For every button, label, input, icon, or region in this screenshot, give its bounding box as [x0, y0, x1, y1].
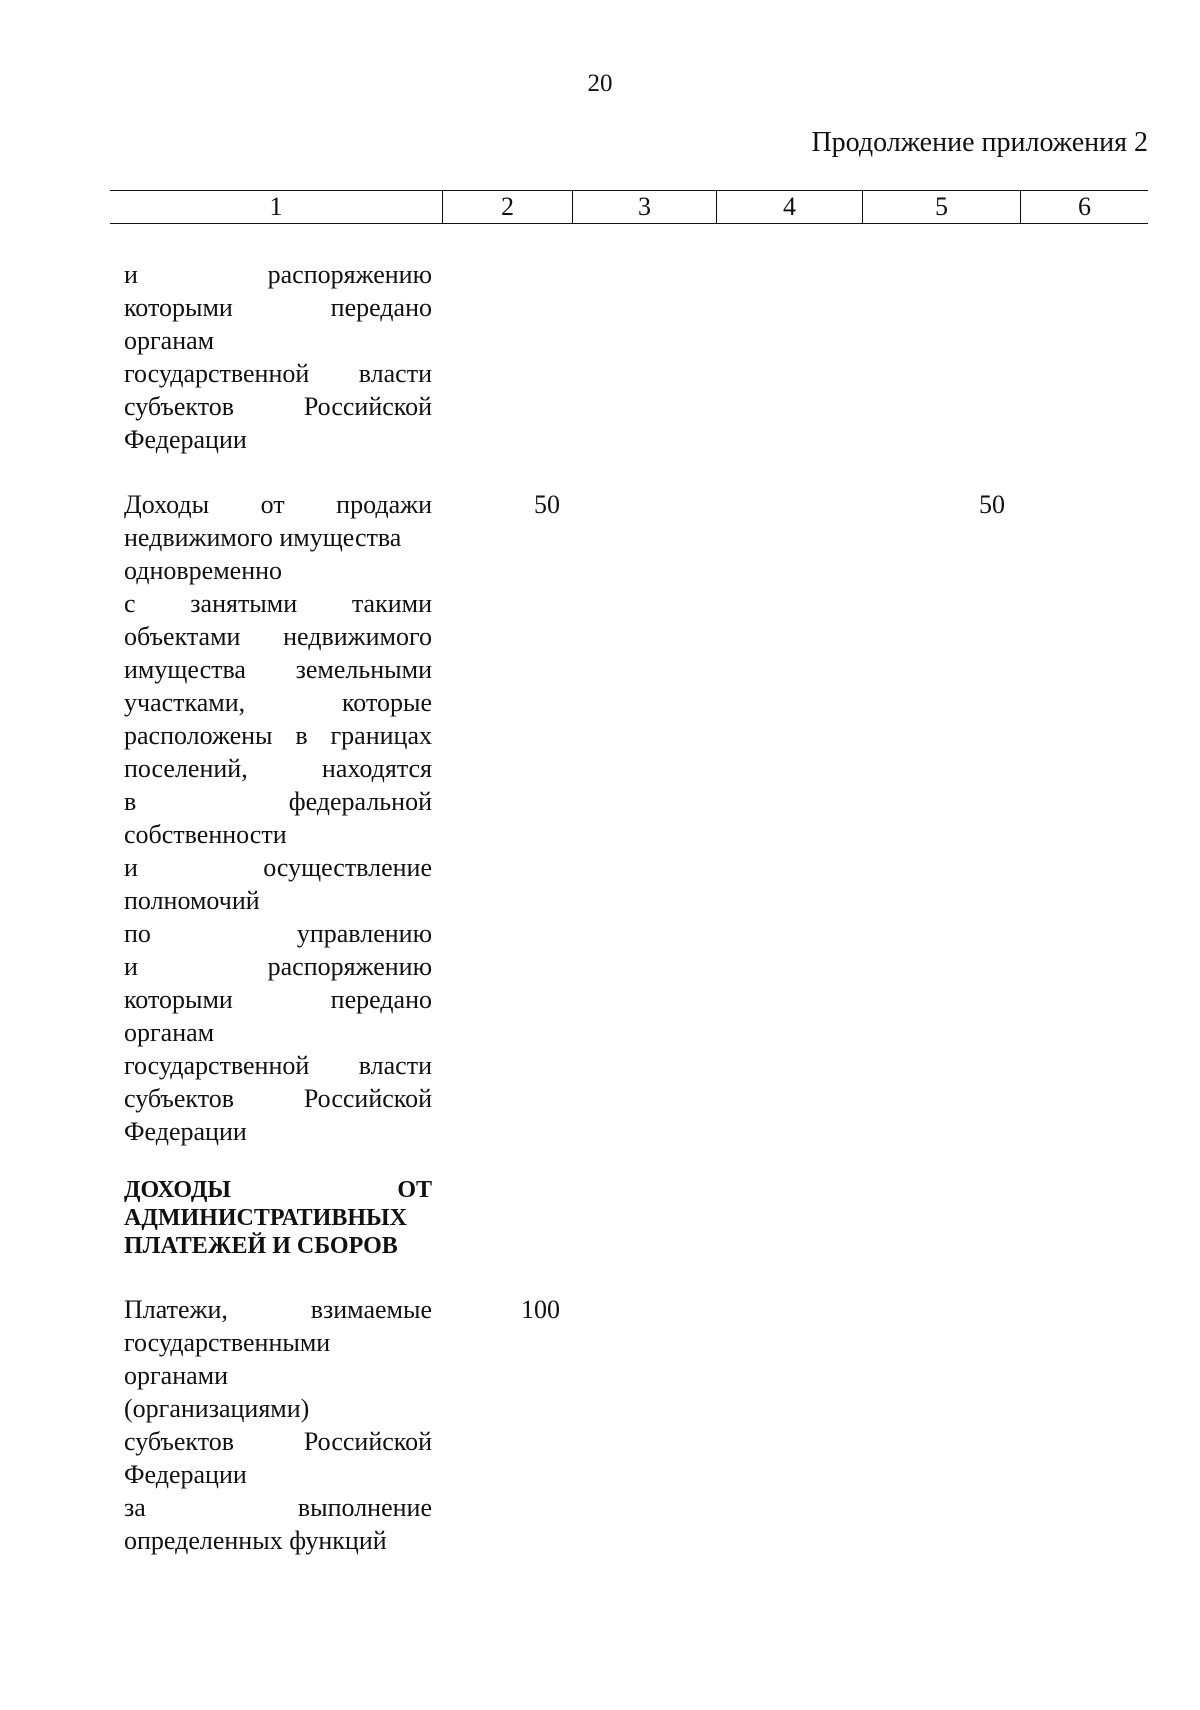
description-line: государственной власти — [124, 1051, 432, 1080]
description-line: государственной власти — [124, 359, 432, 388]
column-header-4: 4 — [716, 191, 862, 223]
column-header-6: 6 — [1020, 191, 1148, 223]
description-line: субъектов Российской — [124, 1084, 432, 1113]
description-line: определенных функций — [124, 1526, 387, 1555]
page-number: 20 — [587, 70, 613, 97]
description-line: имущества земельными — [124, 655, 432, 684]
column-header-1: 1 — [269, 192, 283, 221]
table-header — [110, 190, 1148, 224]
description-line: субъектов Российской — [124, 1427, 432, 1456]
description-line: в федеральной — [124, 787, 432, 816]
description-line: субъектов Российской — [124, 392, 432, 421]
description-line: и распоряжению — [124, 952, 432, 981]
description-line: по управлению — [124, 919, 432, 948]
col2-value: 100 — [521, 1295, 560, 1324]
col5-value: 50 — [979, 490, 1005, 519]
description-line: расположены в границах — [124, 721, 432, 750]
description-line: которыми передано — [124, 293, 432, 322]
description-line: с занятыми такими — [124, 589, 432, 618]
row-description — [124, 1293, 432, 1557]
description-line: Федерации — [124, 1117, 247, 1146]
description-line: Доходы от продажи — [124, 490, 432, 519]
description-line: органам — [124, 1018, 215, 1047]
description-line: участками, которые — [124, 688, 432, 717]
heading-line: ДОХОДЫ ОТ — [124, 1177, 432, 1203]
description-line: которыми передано — [124, 985, 432, 1014]
description-line: органам — [124, 326, 215, 355]
description-line: (организациями) — [124, 1394, 310, 1423]
heading-line: ПЛАТЕЖЕЙ И СБОРОВ — [124, 1233, 398, 1259]
row-description — [124, 258, 432, 456]
description-line: и распоряжению — [124, 260, 432, 289]
description-line: Федерации — [124, 425, 247, 454]
description-line: Платежи, взимаемые — [124, 1295, 432, 1324]
description-line: поселений, находятся — [124, 754, 432, 783]
description-line: полномочий — [124, 886, 260, 915]
description-line: собственности — [124, 820, 287, 849]
section-heading — [124, 1176, 432, 1260]
description-line: объектами недвижимого — [124, 622, 432, 651]
column-header-5: 5 — [862, 191, 1020, 223]
row-description — [124, 488, 432, 1148]
description-line: и осуществление — [124, 853, 432, 882]
description-line: органами — [124, 1361, 229, 1390]
column-header-2: 2 — [442, 191, 572, 223]
description-line: одновременно — [124, 556, 283, 585]
description-line: Федерации — [124, 1460, 247, 1489]
heading-line: АДМИНИСТРАТИВНЫХ — [124, 1205, 407, 1231]
col2-value: 50 — [534, 490, 560, 519]
description-line: государственными — [124, 1328, 331, 1357]
description-line: за выполнение — [124, 1493, 432, 1522]
description-line: недвижимого имущества — [124, 523, 402, 552]
column-header-3: 3 — [572, 191, 716, 223]
continuation-label: Продолжение приложения 2 — [811, 127, 1148, 158]
